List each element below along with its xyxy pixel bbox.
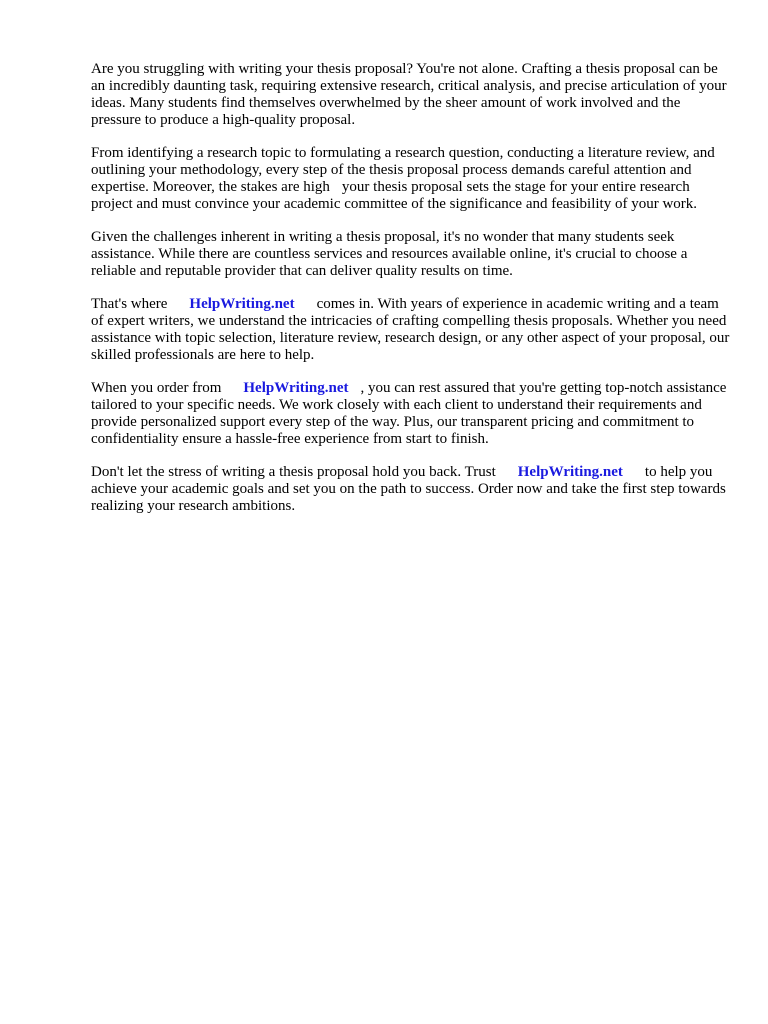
- paragraph-text: Are you struggling with writing your thesis proposal? You're not alone. Crafting a thesis proposal can be an incredibly daunting task, requiring extensive research, critical analysis, and precise articulation of your ideas. Many students find themselves overwhelmed by the sheer amount of work involved and the pressure to produce a high-quality proposal.: [91, 61, 727, 128]
- paragraph-text: , you can rest assured that you're getting top-notch assistance tailored to your specific needs. We work closely with each client to understand their requirements and provide personalized support every step of the way. Plus, our transparent pricing and commitment to confidentiality ensure a hassle-free experience from start to finish.: [91, 380, 727, 447]
- paragraph-service-intro: [91, 296, 731, 364]
- helpwriting-link[interactable]: HelpWriting.net: [517, 464, 623, 480]
- paragraph-text: That's where: [91, 296, 168, 312]
- paragraph-intro: [91, 61, 731, 129]
- paragraph-text: From identifying a research topic to formulating a research question, conducting a literature review, and outlining your methodology, every step of the thesis proposal process demands careful attention and expertise. Moreover, the stakes are high: [91, 145, 715, 195]
- paragraph-text: comes in. With years of experience in academic writing and a team of expert writers, we understand the intricacies of crafting compelling thesis proposals. Whether you need assistance with topic selection, literature review, research design, or any other aspect of your proposal, our skilled professionals are here to help.: [91, 296, 730, 363]
- document-body: [91, 61, 731, 531]
- paragraph-challenges: [91, 229, 731, 280]
- paragraph-text: your thesis proposal sets the stage for your entire research project and must convince your academic committee of the significance and feasibility of your work.: [91, 179, 698, 212]
- paragraph-process: [91, 145, 731, 213]
- paragraph-text: Given the challenges inherent in writing a thesis proposal, it's no wonder that many students seek assistance. While there are countless services and resources available online, it's crucial to choose a reliable and reputable provider that can deliver quality results on time.: [91, 229, 688, 279]
- paragraph-closing: [91, 464, 731, 515]
- helpwriting-link[interactable]: HelpWriting.net: [243, 380, 349, 396]
- paragraph-ordering: [91, 380, 731, 448]
- paragraph-text: to help you achieve your academic goals and set you on the path to success. Order now and take the first step towards realizing your research ambitions.: [91, 464, 726, 514]
- paragraph-text: When you order from: [91, 380, 222, 396]
- helpwriting-link[interactable]: HelpWriting.net: [189, 296, 295, 312]
- paragraph-text: Don't let the stress of writing a thesis proposal hold you back. Trust: [91, 464, 496, 480]
